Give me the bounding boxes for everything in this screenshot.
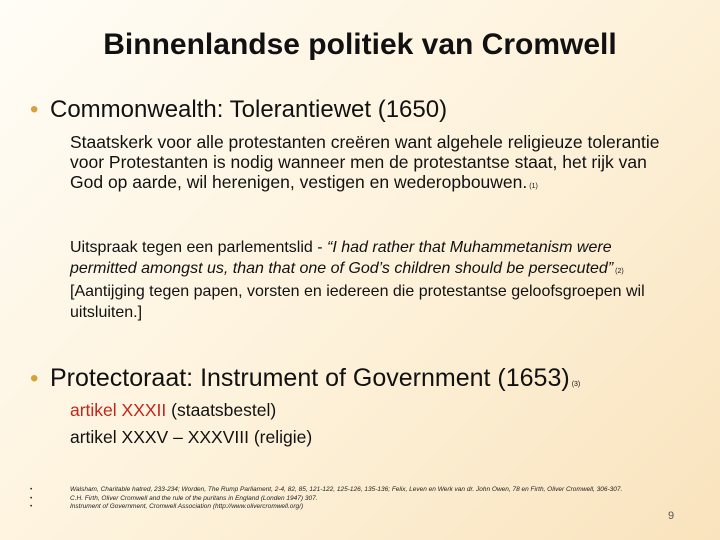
paragraph-remark: [Aantijging tegen papen, vorsten en iedereen die protestantse geloofsgroepen wil uitsluiten.] [70, 283, 645, 321]
footnote-marker: (3) [571, 381, 581, 388]
references [30, 486, 680, 512]
bullet-dot-icon: • [30, 96, 39, 123]
page-number: 9 [668, 510, 675, 522]
bullet-dot-icon: • [30, 365, 39, 392]
footnote-marker: (2) [615, 267, 624, 275]
article-number: artikel XXXII [70, 400, 167, 420]
slide-title: Binnenlandse politiek van Cromwell [103, 28, 617, 61]
paragraph-uitspraak [70, 238, 680, 323]
footnote-marker: (1) [529, 183, 538, 190]
paragraph-text: Staatskerk voor alle protestanten creëren want algehele religieuze tolerantie voor Protestanten is nodig wanneer men de protestantse staat, het rijk van God op aarde, wil herenigen, vestigen en wederopbouwen. [70, 132, 660, 192]
article-line-2: artikel XXXV – XXXVIII (religie) [70, 427, 313, 447]
reference-item: • Walsham, Charitable hatred, 233-234; Worden, The Rump Parliament, 2-4, 82, 85, 121-122, 125-126, 135-136; Felix, Leven en Werk van dr. John Owen, 78 en Firth, Oliver Cromwell, 306-307. [30, 486, 680, 495]
article-desc: (staatsbestel) [166, 400, 277, 420]
reference-item: • Instrument of Government, Cromwell Association (http://www.olivercromwell.org/) [30, 503, 680, 512]
bullet-text: Commonwealth: Tolerantiewet (1650) [50, 96, 448, 123]
paragraph-intro: Uitspraak tegen een parlementslid - [70, 239, 328, 256]
quote-text: “I had rather that Muhammetanism were permitted amongst us, than that one of God’s children should be persecuted” [70, 239, 614, 277]
reference-item: • C.H. Firth, Oliver Cromwell and the rule of the puritans in England (Londen 1947) 307. [30, 495, 680, 504]
bullet-text: Protectoraat: Instrument of Government (1653) [50, 364, 570, 392]
bullet-protectoraat [30, 364, 580, 393]
article-line-1 [70, 400, 276, 421]
bullet-commonwealth [30, 96, 447, 124]
paragraph-staatskerk [70, 132, 680, 197]
